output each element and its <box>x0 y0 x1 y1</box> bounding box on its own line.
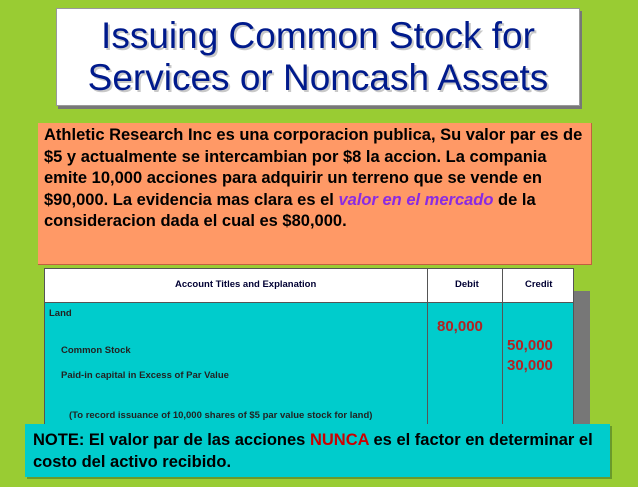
row-paid-in-account: Paid-in capital in Excess of Par Value <box>61 370 229 381</box>
title-line-2: Services or Noncash Assets <box>87 57 549 98</box>
intro-paragraph <box>38 123 592 265</box>
row-paid-in-credit: 30,000 <box>507 357 553 374</box>
header-credit: Credit <box>525 279 553 290</box>
slide-title <box>56 8 580 106</box>
title-line-1: Issuing Common Stock for <box>101 15 535 56</box>
debit-column-divider <box>427 269 428 427</box>
header-debit: Debit <box>455 279 479 290</box>
row-land-account: Land <box>49 308 72 319</box>
header-account: Account Titles and Explanation <box>175 279 317 290</box>
intro-text-end: de la consideracion dada el cual es $80,000. <box>44 190 536 230</box>
row-common-stock-credit: 50,000 <box>507 337 553 354</box>
note-text: NOTE: El valor par de las acciones <box>33 431 310 449</box>
row-common-stock-account: Common Stock <box>61 345 131 356</box>
row-land-debit: 80,000 <box>437 318 483 335</box>
intro-emphasis: valor en el mercado <box>338 190 494 209</box>
intro-text: Athletic Research Inc es una corporacion publica, Su valor par es de $5 y actualmente se intercambian por $8 la accion. La compania emite 10,000 acciones para adquirir un terreno que se vende en $90,000. La evidencia mas clara es el <box>44 126 583 209</box>
journal-explanation: (To record issuance of 10,000 shares of $5 par value stock for land) <box>69 410 373 421</box>
note-highlight: NUNCA <box>309 431 369 449</box>
note-text-end: es el factor en determinar el costo del activo recibido. <box>33 431 593 471</box>
journal-header-row <box>45 269 573 303</box>
journal-entry-table <box>44 268 574 428</box>
credit-column-divider <box>502 269 503 427</box>
note-box <box>25 424 610 477</box>
